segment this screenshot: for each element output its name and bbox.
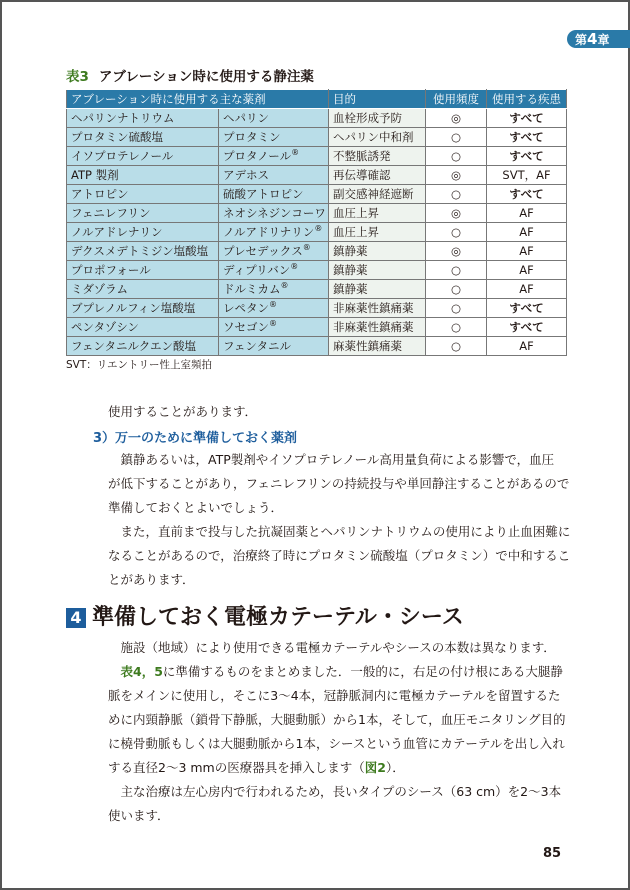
section-number: 4 <box>66 608 86 628</box>
table-row <box>67 147 567 166</box>
generic-name: ノルアドレナリン <box>71 225 163 239</box>
disease: すべて <box>509 320 544 334</box>
disease: AF <box>519 339 534 353</box>
purpose: 副交感神経遮断 <box>333 187 414 201</box>
usage-frequency-cell <box>426 147 487 166</box>
text-line: 準備しておくとよいでしょう． <box>108 500 284 515</box>
usage-frequency-cell <box>426 261 487 280</box>
registered-mark: ® <box>269 300 277 310</box>
generic-name-cell <box>67 223 219 242</box>
brand-name-cell <box>219 337 329 356</box>
usage-frequency: ○ <box>450 282 462 296</box>
subheading: 3）万一のために準備しておく薬剤 <box>93 431 298 446</box>
text-line: また，直前まで投与した抗凝固薬とヘパリンナトリウムの使用により止血困難に <box>108 524 571 539</box>
text-line: 主な治療は左心房内で行われるため，長いタイプのシース（63 cm）を2～3本 <box>108 784 562 799</box>
text-line: めに内頸静脈（鎖骨下静脈，大腿動脈）から1本，そして，血圧モニタリング目的 <box>108 712 566 727</box>
generic-name: ヘパリンナトリウム <box>71 111 175 125</box>
brand-name-cell <box>219 166 329 185</box>
disease-cell <box>487 185 567 204</box>
chapter-suffix: 章 <box>597 33 610 47</box>
table-row <box>67 223 567 242</box>
brand-name: アデホス <box>223 168 269 182</box>
brand-name: フェンタニル <box>223 339 291 353</box>
generic-name-cell <box>67 261 219 280</box>
generic-name-cell <box>67 185 219 204</box>
generic-name-cell <box>67 337 219 356</box>
registered-mark: ® <box>280 281 289 291</box>
purpose: 非麻薬性鎮痛薬 <box>333 320 414 334</box>
brand-name-cell <box>219 261 329 280</box>
usage-frequency-cell <box>426 185 487 204</box>
page-number: 85 <box>543 846 562 861</box>
generic-name: ミダゾラム <box>71 282 129 296</box>
purpose-cell <box>329 166 426 185</box>
text-line: 施設（地域）により使用できる電極カテーテルやシースの本数は異なります． <box>108 640 556 655</box>
section-heading <box>66 604 464 632</box>
brand-name: ネオシネジンコーワ <box>223 206 326 220</box>
brand-name-cell <box>219 185 329 204</box>
disease: AF <box>519 282 534 296</box>
purpose-cell <box>329 128 426 147</box>
generic-name: アトロピン <box>71 187 129 201</box>
purpose-cell <box>329 337 426 356</box>
disease-cell <box>487 337 567 356</box>
table-row <box>67 299 567 318</box>
generic-name: フェニレフリン <box>71 206 151 220</box>
usage-frequency: ○ <box>450 130 462 144</box>
brand-name: ディプリバン <box>223 263 291 277</box>
generic-name: イソプロテレノール <box>71 149 174 163</box>
registered-mark: ® <box>302 243 311 253</box>
table-row <box>67 109 567 128</box>
text-line: 鎮静あるいは，ATP製剤やイソプロテレノール高用量負荷による影響で，血圧 <box>108 452 555 467</box>
disease-cell <box>487 223 567 242</box>
disease-cell <box>487 299 567 318</box>
usage-frequency-cell <box>426 242 487 261</box>
brand-name: ドルミカム <box>223 282 281 296</box>
purpose-cell <box>329 299 426 318</box>
generic-name-cell <box>67 166 219 185</box>
brand-name: プロタノール <box>223 149 292 163</box>
chapter-prefix: 第 <box>575 33 588 47</box>
brand-name-cell <box>219 128 329 147</box>
paragraph: 使用することがあります． <box>108 404 258 419</box>
table-row <box>67 318 567 337</box>
usage-frequency: ○ <box>450 320 462 334</box>
purpose: 鎮静薬 <box>333 282 368 296</box>
disease-cell <box>487 204 567 223</box>
table-container <box>66 89 566 372</box>
disease: AF <box>519 244 534 258</box>
disease: すべて <box>509 187 544 201</box>
purpose: 不整脈誘発 <box>333 149 391 163</box>
brand-name-cell <box>219 147 329 166</box>
drug-table <box>66 89 567 356</box>
brand-name-cell <box>219 242 329 261</box>
disease: AF <box>519 263 534 277</box>
disease-cell <box>487 147 567 166</box>
generic-name: ATP 製剤 <box>71 168 119 182</box>
header-purpose: 目的 <box>329 90 426 109</box>
generic-name: プロタミン硫酸塩 <box>71 130 163 144</box>
text-line: なることがあるので，治療終了時にプロタミン硫酸塩（プロタミン）で中和するこ <box>108 548 571 563</box>
purpose: 血栓形成予防 <box>333 111 403 125</box>
registered-mark: ® <box>269 319 277 329</box>
purpose: ヘパリン中和剤 <box>333 130 414 144</box>
paragraph <box>108 636 565 828</box>
usage-frequency-cell <box>426 318 487 337</box>
table-header-row <box>67 90 567 109</box>
header-frequency: 使用頻度 <box>426 90 487 109</box>
brand-name-cell <box>219 204 329 223</box>
brand-name: 硫酸アトロピン <box>223 187 304 201</box>
brand-name-cell <box>219 318 329 337</box>
generic-name-cell <box>67 147 219 166</box>
text-line: 脈をメインに使用し，そこに3～4本，冠静脈洞内に電極カテーテルを留置するた <box>108 688 561 703</box>
text-line <box>108 756 565 780</box>
table-row <box>67 261 567 280</box>
disease-cell <box>487 109 567 128</box>
brand-name: ソセゴン <box>223 320 269 334</box>
generic-name-cell <box>67 109 219 128</box>
usage-frequency: ○ <box>450 225 462 239</box>
brand-name: ノルアドリナリン <box>223 225 315 239</box>
section-title: 準備しておく電極カテーテル・シース <box>92 605 464 630</box>
table-row <box>67 280 567 299</box>
table-row <box>67 185 567 204</box>
header-disease: 使用する疾患 <box>487 90 567 109</box>
usage-frequency: ○ <box>450 149 462 163</box>
usage-frequency: ◎ <box>450 244 462 258</box>
table-reference-link[interactable]: 表4，5 <box>120 664 163 679</box>
purpose-cell <box>329 147 426 166</box>
purpose-cell <box>329 280 426 299</box>
generic-name-cell <box>67 318 219 337</box>
purpose-cell <box>329 109 426 128</box>
generic-name-cell <box>67 280 219 299</box>
brand-name: ヘパリン <box>223 111 269 125</box>
usage-frequency-cell <box>426 166 487 185</box>
generic-name-cell <box>67 242 219 261</box>
disease-cell <box>487 261 567 280</box>
purpose-cell <box>329 185 426 204</box>
table-row <box>67 128 567 147</box>
generic-name: デクスメデトミジン塩酸塩 <box>71 244 209 258</box>
text: する直径2～3 mmの医療器具を挿入します（ <box>108 760 365 775</box>
generic-name: プロポフォール <box>71 263 151 277</box>
disease-cell <box>487 166 567 185</box>
usage-frequency-cell <box>426 128 487 147</box>
text-line: が低下することがあり，フェニレフリンの持続投与や単回静注することがあるので <box>108 476 570 491</box>
disease: すべて <box>509 111 544 125</box>
disease: AF <box>519 206 534 220</box>
generic-name-cell <box>67 204 219 223</box>
purpose-cell <box>329 261 426 280</box>
disease: すべて <box>509 149 544 163</box>
table-row <box>67 166 567 185</box>
disease: SVT，AF <box>502 168 551 182</box>
table-number: 表3 <box>66 69 89 85</box>
text-line <box>108 660 565 684</box>
usage-frequency-cell <box>426 299 487 318</box>
figure-reference-link[interactable]: 図2 <box>364 760 386 775</box>
generic-name-cell <box>67 299 219 318</box>
disease-cell <box>487 128 567 147</box>
text: に準備するものをまとめました．一般的に，右足の付け根にある大腿静 <box>162 664 563 679</box>
text-line: 使います． <box>108 808 170 823</box>
table-row <box>67 204 567 223</box>
usage-frequency-cell <box>426 337 487 356</box>
usage-frequency: ○ <box>450 301 462 315</box>
registered-mark: ® <box>290 262 299 272</box>
purpose-cell <box>329 223 426 242</box>
brand-name: レペタン <box>223 301 269 315</box>
table-title-text: アブレーション時に使用する静注薬 <box>98 69 314 85</box>
purpose: 鎮静薬 <box>333 244 368 258</box>
disease-cell <box>487 318 567 337</box>
brand-name-cell <box>219 299 329 318</box>
purpose: 血圧上昇 <box>333 206 380 220</box>
brand-name-cell <box>219 280 329 299</box>
brand-name: プレセデックス <box>223 244 303 258</box>
purpose: 血圧上昇 <box>333 225 380 239</box>
purpose: 麻薬性鎮痛薬 <box>333 339 403 353</box>
generic-name: ペンタゾシン <box>71 320 139 334</box>
brand-name-cell <box>219 223 329 242</box>
usage-frequency: ◎ <box>450 111 462 125</box>
brand-name: プロタミン <box>223 130 281 144</box>
purpose: 非麻薬性鎮痛薬 <box>333 301 414 315</box>
text: ）． <box>385 760 405 775</box>
generic-name: フェンタニルクエン酸塩 <box>71 339 197 353</box>
purpose: 鎮静薬 <box>333 263 368 277</box>
table-title <box>66 68 314 86</box>
purpose-cell <box>329 204 426 223</box>
disease: AF <box>519 225 534 239</box>
usage-frequency: ○ <box>450 339 462 353</box>
disease: すべて <box>509 301 544 315</box>
table-note: SVT：リエントリー性上室頻拍 <box>66 359 213 371</box>
usage-frequency: ○ <box>450 187 462 201</box>
generic-name-cell <box>67 128 219 147</box>
usage-frequency: ◎ <box>450 206 462 220</box>
disease: すべて <box>509 130 544 144</box>
registered-mark: ® <box>314 224 323 234</box>
purpose-cell <box>329 318 426 337</box>
table-row <box>67 337 567 356</box>
table-row <box>67 242 567 261</box>
disease-cell <box>487 280 567 299</box>
purpose: 再伝導確認 <box>333 168 391 182</box>
usage-frequency: ◎ <box>450 168 462 182</box>
brand-name-cell <box>219 109 329 128</box>
header-drug: アブレーション時に使用する主な薬剤 <box>67 90 329 109</box>
disease-cell <box>487 242 567 261</box>
usage-frequency-cell <box>426 223 487 242</box>
usage-frequency-cell <box>426 204 487 223</box>
paragraph <box>108 448 570 592</box>
usage-frequency-cell <box>426 109 487 128</box>
text-line: に橈骨動脈もしくは大腿動脈から1本，シースという血管にカテーテルを出し入れ <box>108 736 565 751</box>
registered-mark: ® <box>291 148 300 158</box>
chapter-number: 4 <box>587 30 598 48</box>
purpose-cell <box>329 242 426 261</box>
usage-frequency-cell <box>426 280 487 299</box>
text-line: とがあります． <box>108 572 195 587</box>
chapter-tab <box>567 30 630 48</box>
usage-frequency: ○ <box>450 263 462 277</box>
generic-name: ブプレノルフィン塩酸塩 <box>71 301 196 315</box>
